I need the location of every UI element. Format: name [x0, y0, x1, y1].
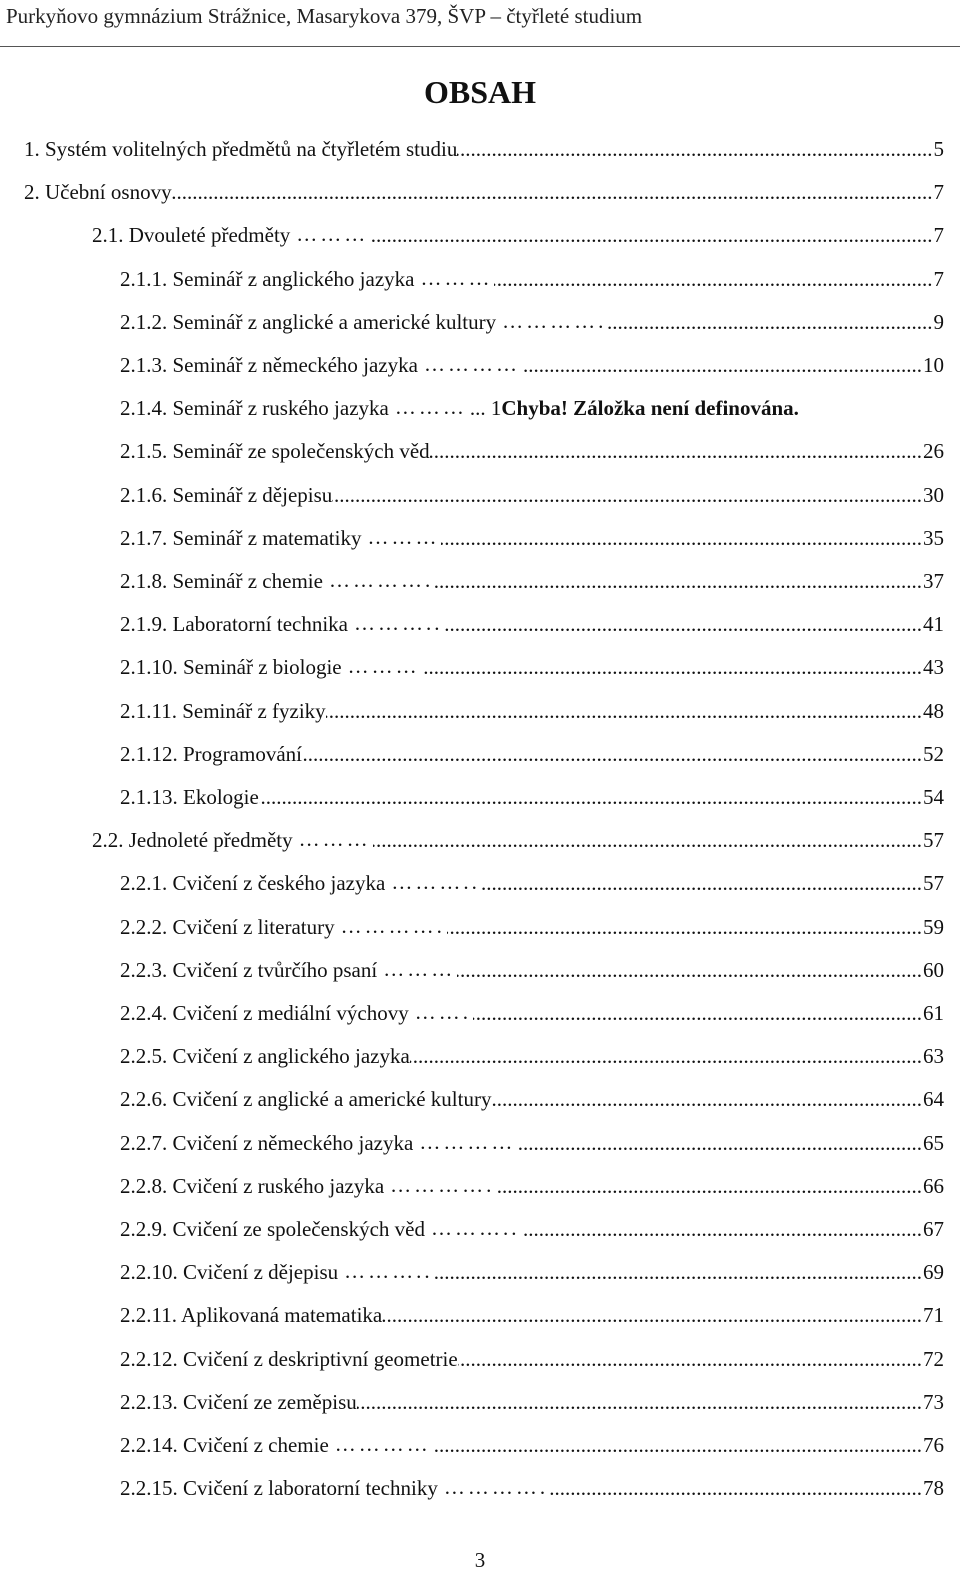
toc-entry-label: 2.2.12. Cvičení z deskriptivní geometrie — [120, 1346, 458, 1371]
toc-entry-label: 2.2.2. Cvičení z literatury — [120, 914, 335, 939]
toc-dot-leader — [326, 700, 922, 724]
toc-entry-page: 30 — [923, 482, 944, 507]
toc-dot-leader — [430, 440, 922, 464]
toc-entry[interactable] — [120, 1338, 944, 1372]
toc-entry-label: 2.1.1. Seminář z anglického jazyka — [120, 266, 415, 291]
toc-entry-page: 35 — [923, 525, 944, 550]
toc-dot-leader — [302, 743, 922, 767]
toc-entry-page: 41 — [923, 612, 944, 637]
toc-entry[interactable] — [92, 819, 944, 853]
toc-entry[interactable] — [120, 474, 944, 508]
toc-entry-gap: ………… — [423, 352, 520, 376]
toc-dot-leader — [457, 138, 932, 162]
toc-entry-label: 2.2.15. Cvičení z laboratorní techniky — [120, 1476, 438, 1501]
toc-entry[interactable] — [120, 949, 944, 983]
toc-entry-label: 2.1.12. Programování — [120, 741, 302, 766]
toc-dot-leader — [441, 527, 922, 551]
toc-dot-leader — [435, 1261, 922, 1285]
toc-entry-page: 59 — [923, 914, 944, 939]
toc-dot-leader — [494, 268, 932, 292]
toc-entry[interactable] — [120, 258, 944, 292]
toc-entry[interactable] — [120, 1208, 944, 1242]
toc-entry-gap: ……….. — [354, 611, 443, 636]
toc-entry-page: 7 — [933, 266, 944, 291]
toc-entry-page: 7 — [933, 223, 944, 248]
toc-entry[interactable] — [120, 430, 944, 464]
toc-entry-page: 71 — [923, 1303, 944, 1328]
toc-entry-label: 1. Systém volitelných předmětů na čtyřletém studiu — [24, 137, 458, 161]
page-number: 3 — [474, 1548, 486, 1572]
toc-dot-leader — [445, 613, 922, 637]
toc-entry[interactable] — [120, 301, 944, 335]
toc-dot-leader — [608, 311, 932, 335]
toc-entry-gap: ……… — [296, 222, 369, 247]
toc-dot-leader — [482, 872, 922, 896]
toc-dot-leader — [473, 1002, 922, 1026]
toc-entry-label: 2.1. Dvouleté předměty — [92, 223, 291, 248]
page-title: OBSAH — [423, 74, 537, 110]
toc-entry-gap: …………. — [340, 913, 445, 938]
toc-entry[interactable] — [120, 1078, 944, 1112]
toc-entry[interactable] — [120, 862, 944, 896]
toc-entry-label: 2.1.3. Seminář z německého jazyka — [120, 353, 418, 377]
toc-entry-label: 2.2.4. Cvičení z mediální výchovy — [120, 1001, 409, 1025]
toc-entry[interactable] — [120, 1251, 944, 1285]
toc-entry-label: 2.2.14. Cvičení z chemie — [120, 1433, 329, 1457]
toc-entry[interactable] — [120, 1424, 944, 1458]
toc-dot-leader — [447, 916, 922, 940]
toc-dot-leader — [332, 484, 922, 508]
toc-dot-leader — [491, 1088, 922, 1112]
toc-entry[interactable] — [120, 733, 944, 767]
toc-entry-page: 9 — [933, 309, 944, 334]
toc-entry-gap: ……….. — [431, 1216, 520, 1240]
toc-entry-label: 2.1.6. Seminář z dějepisu — [120, 482, 333, 507]
toc-dot-leader — [435, 570, 922, 594]
toc-entry-gap: ………… — [419, 1129, 516, 1154]
toc-entry-page: 64 — [923, 1087, 944, 1112]
running-header — [0, 0, 960, 47]
toc-entry-page: 61 — [923, 1001, 944, 1025]
toc-entry-label: 2.2.8. Cvičení z ruského jazyka — [120, 1173, 385, 1198]
toc-entry[interactable] — [120, 517, 944, 551]
toc-dot-leader — [422, 656, 922, 680]
toc-entry-label: 2.1.9. Laboratorní technika — [120, 612, 349, 637]
toc-dot-leader — [370, 224, 932, 248]
toc-dot-leader — [522, 354, 922, 378]
toc-entry-gap: ……… — [347, 654, 420, 679]
toc-entry[interactable] — [24, 171, 944, 205]
toc-entry-page: 60 — [923, 957, 944, 982]
toc-entry-label: 2.2.6. Cvičení z anglické a americké kultury — [120, 1087, 492, 1112]
toc-entry-gap: ……… — [383, 956, 456, 981]
toc-entry[interactable] — [120, 992, 944, 1026]
toc-entry[interactable] — [120, 690, 944, 724]
toc-entry-page: 67 — [923, 1217, 944, 1241]
toc-entry-label: 2.1.11. Seminář z fyziky — [120, 698, 326, 723]
toc-entry-label: 2.1.10. Seminář z biologie — [120, 655, 342, 680]
toc-entry-gap: …………. — [328, 568, 434, 592]
toc-entry[interactable] — [120, 1467, 944, 1501]
toc-entry-page: 63 — [923, 1044, 944, 1069]
toc-entry-page: 57 — [923, 828, 944, 853]
toc-entry[interactable] — [120, 646, 944, 680]
toc-dot-leader — [496, 1175, 922, 1199]
toc-dot-leader — [433, 1434, 922, 1458]
toc-entry-label: 2.2.9. Cvičení ze společenských věd — [120, 1217, 425, 1241]
toc-entry[interactable] — [120, 1165, 944, 1199]
toc-entry-label: 2.1.2. Seminář z anglické a americké kultury — [120, 309, 497, 334]
toc-entry-label: 2.2.7. Cvičení z německého jazyka — [120, 1130, 414, 1155]
toc-entry-page: 69 — [923, 1260, 944, 1285]
toc-dot-leader — [457, 959, 922, 983]
toc-entry-label: 2.1.13. Ekologie — [120, 785, 259, 809]
toc-entry[interactable] — [120, 560, 944, 594]
toc-entry-gap: …………. — [443, 1475, 549, 1500]
toc-entry-page: 66 — [923, 1173, 944, 1198]
toc-entry-page: 54 — [923, 785, 944, 809]
toc-dot-leader — [410, 1045, 922, 1069]
toc-entry-gap: ……. — [414, 1000, 471, 1024]
toc-entry-tail: ... 1 — [469, 396, 502, 421]
toc-entry-page: 26 — [923, 439, 944, 464]
toc-entry-gap: ……… — [420, 265, 493, 290]
toc-entry-page: 48 — [923, 698, 944, 723]
toc-entry-gap: ………… — [334, 1432, 431, 1456]
toc-entry-gap: …………. — [502, 308, 607, 333]
toc-entry[interactable] — [120, 603, 944, 637]
toc-entry[interactable] — [120, 776, 944, 810]
toc-entry-page: 10 — [923, 353, 944, 377]
toc-entry-page: 78 — [923, 1476, 944, 1501]
toc-entry-page: 57 — [923, 871, 944, 896]
toc-dot-leader — [259, 786, 922, 810]
toc-entry-label: 2.2. Jednoleté předměty — [92, 828, 293, 853]
toc-entry-label: 2.1.8. Seminář z chemie — [120, 569, 323, 593]
toc-entry-label: 2.2.13. Cvičení ze zeměpisu — [120, 1389, 357, 1414]
header-text: Purkyňovo gymnázium Strážnice, Masarykova 379, ŠVP – čtyřleté studium — [6, 4, 643, 28]
toc-entry[interactable] — [24, 128, 944, 162]
toc-entry-page: 65 — [923, 1130, 944, 1155]
toc-entry[interactable] — [120, 1294, 944, 1328]
toc-entry-label: 2.1.5. Seminář ze společenských věd — [120, 439, 430, 464]
toc-entry-gap: ……… — [367, 524, 440, 549]
toc-entry[interactable] — [120, 1381, 944, 1415]
toc-dot-leader — [172, 181, 933, 205]
toc-entry-label: 2.1.7. Seminář z matematiky — [120, 525, 362, 550]
toc-entry-page: 5 — [933, 137, 944, 161]
toc-dot-leader — [357, 1391, 922, 1415]
toc-entry-page: 37 — [923, 569, 944, 593]
toc-entry[interactable] — [120, 1035, 944, 1069]
toc-entry-gap: ……… — [394, 395, 467, 420]
toc-entry-label: 2.1.4. Seminář z ruského jazyka — [120, 396, 389, 421]
toc-entry-label: 2.2.11. Aplikovaná matematika — [120, 1303, 383, 1328]
toc-entry-gap: ……….. — [344, 1259, 433, 1284]
toc-dot-leader — [550, 1477, 922, 1501]
toc-entry-page: 73 — [923, 1389, 944, 1414]
toc-entry-page: 52 — [923, 741, 944, 766]
toc-entry-gap: …………. — [390, 1172, 495, 1197]
toc-entry-page: 76 — [923, 1433, 944, 1457]
toc-dot-leader — [522, 1218, 923, 1242]
toc-entry-gap: ……… — [298, 827, 371, 852]
toc-entry-page: 7 — [933, 180, 944, 205]
toc-entry-label: 2.2.5. Cvičení z anglického jazyka — [120, 1044, 410, 1069]
toc-entry-label: 2.2.1. Cvičení z českého jazyka — [120, 871, 386, 896]
toc-entry-label: 2.2.3. Cvičení z tvůrčího psaní — [120, 957, 378, 982]
toc-entry[interactable] — [120, 387, 944, 421]
bookmark-error: Chyba! Záložka není definována. — [501, 396, 799, 421]
toc-entry[interactable] — [120, 344, 944, 378]
toc-dot-leader — [458, 1348, 922, 1372]
toc-dot-leader — [373, 829, 922, 853]
toc-dot-leader — [382, 1304, 922, 1328]
toc-entry-page: 72 — [923, 1346, 944, 1371]
toc-dot-leader — [517, 1132, 922, 1156]
toc-entry-gap: ……….. — [391, 870, 480, 895]
toc-entry-label: 2. Učební osnovy — [24, 180, 172, 205]
toc-entry[interactable] — [120, 906, 944, 940]
toc-entry-page: 43 — [923, 655, 944, 680]
toc-entry-label: 2.2.10. Cvičení z dějepisu — [120, 1260, 339, 1285]
toc-entry[interactable] — [92, 214, 944, 248]
toc-entry[interactable] — [120, 1122, 944, 1156]
